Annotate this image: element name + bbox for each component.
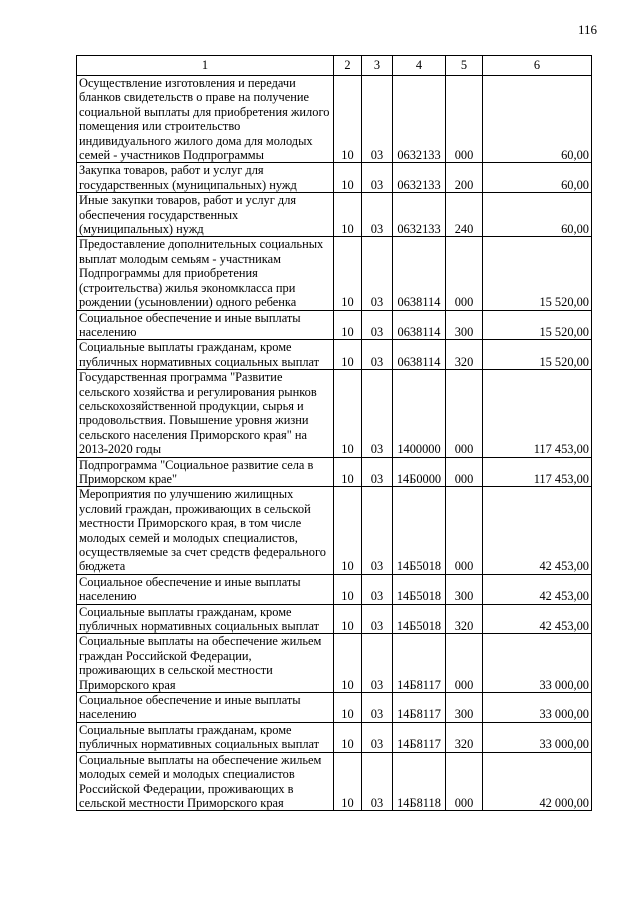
row-subsection: 03 [362,370,393,457]
table-row [77,370,592,457]
row-amount: 33 000,00 [483,693,592,723]
row-target-article: 14Б8117 [393,634,446,693]
row-expense-type: 000 [446,457,483,487]
table-row [77,340,592,370]
row-subsection: 03 [362,752,393,811]
row-section: 10 [334,457,362,487]
row-section: 10 [334,487,362,574]
row-name: Социальные выплаты гражданам, кроме публичных нормативных социальных выплат [77,722,334,752]
page-number: 116 [577,22,597,37]
header-col-1: 1 [77,56,334,76]
row-section: 10 [334,310,362,340]
table-row [77,237,592,310]
row-name: Осуществление изготовления и передачи бланков свидетельств о праве на получение социальной выплаты для приобретения жилого помещения или строительство индивидуального жилого дома для молодых семей - участников Подпрограммы [77,76,334,163]
table-row [77,604,592,634]
row-name: Социальные выплаты на обеспечение жильем молодых семей и молодых специалистов Российской Федерации, проживающих в сельской местности Приморского края [77,752,334,811]
row-section: 10 [334,193,362,237]
header-col-5: 5 [446,56,483,76]
row-target-article: 14Б5018 [393,487,446,574]
row-target-article: 14Б5018 [393,574,446,604]
table-row [77,193,592,237]
table-row [77,693,592,723]
row-amount: 42 000,00 [483,752,592,811]
row-expense-type: 240 [446,193,483,237]
row-expense-type: 320 [446,604,483,634]
row-subsection: 03 [362,693,393,723]
row-section: 10 [334,370,362,457]
row-subsection: 03 [362,163,393,193]
row-section: 10 [334,340,362,370]
row-amount: 60,00 [483,163,592,193]
table-row [77,487,592,574]
row-target-article: 0638114 [393,237,446,310]
row-target-article: 0638114 [393,310,446,340]
table-row [77,634,592,693]
row-target-article: 14Б8118 [393,752,446,811]
header-col-4: 4 [393,56,446,76]
row-name: Социальное обеспечение и иные выплаты населению [77,693,334,723]
row-expense-type: 320 [446,340,483,370]
row-expense-type: 200 [446,163,483,193]
row-expense-type: 000 [446,237,483,310]
row-expense-type: 000 [446,76,483,163]
row-amount: 60,00 [483,76,592,163]
table-row [77,457,592,487]
table-body [77,76,592,811]
row-target-article: 14Б8117 [393,693,446,723]
row-subsection: 03 [362,574,393,604]
row-target-article: 0632133 [393,193,446,237]
row-section: 10 [334,237,362,310]
row-target-article: 14Б8117 [393,722,446,752]
row-amount: 15 520,00 [483,340,592,370]
row-target-article: 14Б0000 [393,457,446,487]
row-expense-type: 300 [446,574,483,604]
row-subsection: 03 [362,76,393,163]
row-target-article: 14Б5018 [393,604,446,634]
row-amount: 117 453,00 [483,370,592,457]
row-subsection: 03 [362,310,393,340]
row-section: 10 [334,722,362,752]
row-expense-type: 000 [446,370,483,457]
row-amount: 33 000,00 [483,634,592,693]
row-expense-type: 000 [446,487,483,574]
table-row [77,76,592,163]
row-name: Социальные выплаты на обеспечение жильем граждан Российской Федерации, проживающих в сельской местности Приморского края [77,634,334,693]
row-subsection: 03 [362,634,393,693]
row-expense-type: 320 [446,722,483,752]
row-subsection: 03 [362,487,393,574]
table-row [77,310,592,340]
row-expense-type: 000 [446,752,483,811]
row-expense-type: 300 [446,310,483,340]
row-subsection: 03 [362,604,393,634]
row-amount: 15 520,00 [483,237,592,310]
header-col-2: 2 [334,56,362,76]
row-amount: 60,00 [483,193,592,237]
row-amount: 33 000,00 [483,722,592,752]
row-subsection: 03 [362,457,393,487]
row-subsection: 03 [362,193,393,237]
row-amount: 117 453,00 [483,457,592,487]
row-section: 10 [334,752,362,811]
row-name: Иные закупки товаров, работ и услуг для обеспечения государственных (муниципальных) нужд [77,193,334,237]
table-row [77,163,592,193]
row-target-article: 0632133 [393,76,446,163]
row-amount: 42 453,00 [483,574,592,604]
row-section: 10 [334,163,362,193]
table-row [77,722,592,752]
row-amount: 15 520,00 [483,310,592,340]
row-name: Закупка товаров, работ и услуг для государственных (муниципальных) нужд [77,163,334,193]
row-subsection: 03 [362,237,393,310]
row-name: Социальное обеспечение и иные выплаты населению [77,574,334,604]
table-row [77,574,592,604]
row-expense-type: 000 [446,634,483,693]
row-amount: 42 453,00 [483,487,592,574]
row-section: 10 [334,574,362,604]
row-target-article: 0638114 [393,340,446,370]
row-name: Подпрограмма "Социальное развитие села в Приморском крае" [77,457,334,487]
header-col-6: 6 [483,56,592,76]
budget-table [76,55,592,811]
header-col-3: 3 [362,56,393,76]
row-target-article: 1400000 [393,370,446,457]
row-expense-type: 300 [446,693,483,723]
row-name: Социальное обеспечение и иные выплаты населению [77,310,334,340]
row-name: Предоставление дополнительных социальных выплат молодым семьям - участникам Подпрограммы для приобретения (строительства) жилья экономкласса при рождении (усыновлении) одного ребенка [77,237,334,310]
row-subsection: 03 [362,340,393,370]
row-subsection: 03 [362,722,393,752]
row-name: Социальные выплаты гражданам, кроме публичных нормативных социальных выплат [77,340,334,370]
row-section: 10 [334,693,362,723]
row-target-article: 0632133 [393,163,446,193]
row-section: 10 [334,604,362,634]
row-name: Мероприятия по улучшению жилищных условий граждан, проживающих в сельской местности Приморского края, в том числе молодых семей и молодых специалистов, осуществляемые за счет средств федерального бюджета [77,487,334,574]
row-section: 10 [334,634,362,693]
row-name: Государственная программа "Развитие сельского хозяйства и регулирования рынков сельскохозяйственной продукции, сырья и продовольствия. Повышение уровня жизни сельского населения Приморского края" на 2013-2020 годы [77,370,334,457]
row-name: Социальные выплаты гражданам, кроме публичных нормативных социальных выплат [77,604,334,634]
table-header-row [77,56,592,76]
row-amount: 42 453,00 [483,604,592,634]
table-row [77,752,592,811]
row-section: 10 [334,76,362,163]
